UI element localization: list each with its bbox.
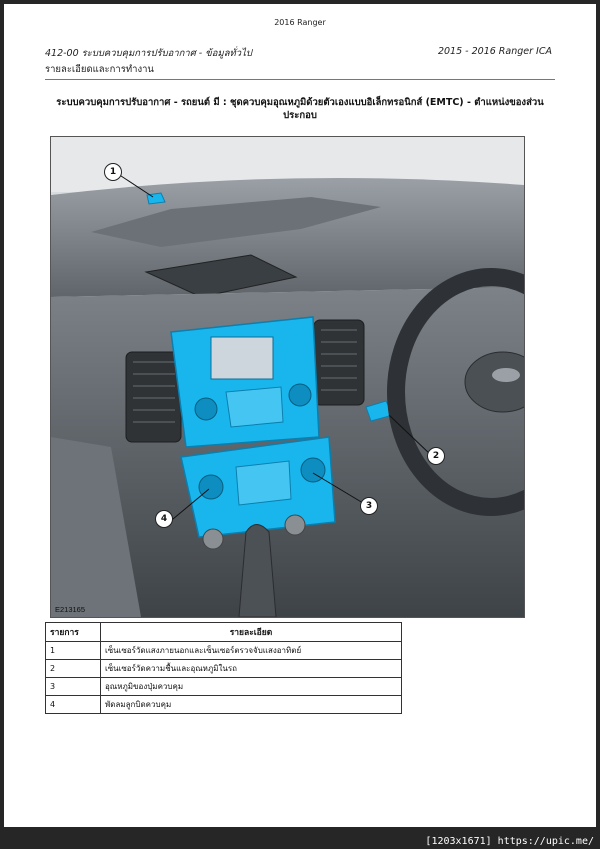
table-row <box>46 678 402 696</box>
callout-4: 4 <box>155 510 173 528</box>
table-row <box>46 660 402 678</box>
callout-2: 2 <box>427 447 445 465</box>
table-row <box>46 642 402 660</box>
document-page <box>4 4 596 827</box>
header-description: รายละเอียด <box>101 623 402 642</box>
climate-buttons <box>236 461 291 505</box>
header-section-ref: 412-00 ระบบควบคุมการปรับอากาศ - ข้อมูลทั่วไป <box>45 48 252 59</box>
header-subtitle: รายละเอียดและการทำงาน <box>45 64 154 75</box>
audio-knob-right <box>289 384 311 406</box>
row-description: พัดลมลูกบิดควบคุม <box>101 696 402 714</box>
dashboard-illustration <box>51 137 524 617</box>
display-screen <box>211 337 273 379</box>
row-description: อุณหภูมิของปุ่มควบคุม <box>101 678 402 696</box>
parts-table-header <box>46 623 402 642</box>
right-vent <box>314 320 364 405</box>
callout-1: 1 <box>104 163 122 181</box>
seat-knob-left <box>203 529 223 549</box>
table-row <box>46 696 402 714</box>
figure-id: E213165 <box>55 605 86 614</box>
row-item: 3 <box>46 678 101 696</box>
row-item: 1 <box>46 642 101 660</box>
header-item: รายการ <box>46 623 101 642</box>
header-left <box>45 46 252 78</box>
header-divider <box>45 79 555 80</box>
seat-knob-right <box>285 515 305 535</box>
fan-knob <box>199 475 223 499</box>
parts-table <box>45 622 402 714</box>
header-model: 2015 - 2016 Ranger ICA <box>437 46 552 57</box>
row-item: 4 <box>46 696 101 714</box>
audio-knob-left <box>195 398 217 420</box>
steering-logo <box>492 368 520 382</box>
component-figure <box>50 136 525 618</box>
row-description: เซ็นเซอร์วัดแสงภายนอกและเซ็นเซอร์ตรวจจับแสงอาทิตย์ <box>101 642 402 660</box>
center-buttons <box>226 387 283 427</box>
image-size-tag: [1203x1671] https://upic.me/ <box>425 836 594 847</box>
row-item: 2 <box>46 660 101 678</box>
section-title: ระบบควบคุมการปรับอากาศ - รถยนต์ มี : ชุดควบคุมอุณหภูมิด้วยตัวเองแบบอิเล็กทรอนิกส์ (EMTC) - ตำแหน่งของส่วนประกอบ <box>56 97 544 121</box>
callout-3: 3 <box>360 497 378 515</box>
row-description: เซ็นเซอร์วัดความชื้นและอุณหภูมิในรถ <box>101 660 402 678</box>
running-head: 2016 Ranger <box>274 18 326 27</box>
